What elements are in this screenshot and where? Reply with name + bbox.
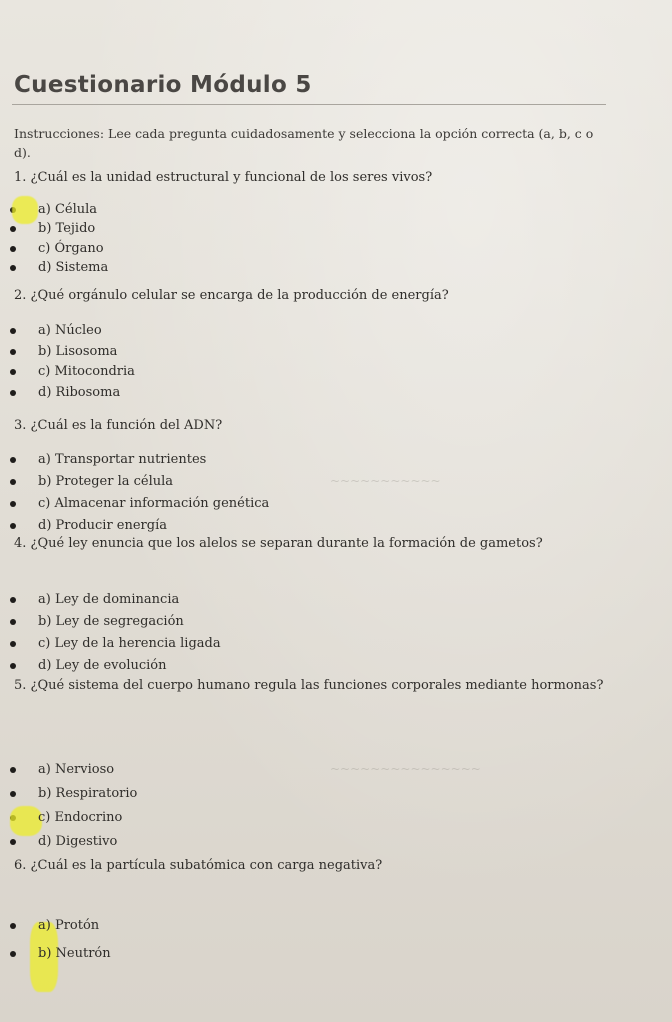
bullet-icon — [10, 641, 16, 647]
bleed-through-text: ~~~~~~~~~~~ — [330, 474, 441, 488]
bullet-icon — [10, 265, 16, 271]
bullet-icon — [10, 328, 16, 334]
document-title: Cuestionario Módulo 5 — [14, 72, 312, 98]
question-1: 1. ¿Cuál es la unidad estructural y funcional de los seres vivos? — [14, 170, 433, 185]
option-5d[interactable] — [10, 834, 117, 849]
option-label: c) Mitocondria — [38, 364, 135, 379]
bullet-icon — [10, 663, 16, 669]
bullet-icon — [10, 951, 16, 957]
option-label: b) Lisosoma — [38, 344, 118, 359]
option-2d[interactable] — [10, 385, 120, 400]
option-label: d) Digestivo — [38, 834, 118, 849]
option-3d[interactable] — [10, 518, 167, 533]
option-4b[interactable] — [10, 614, 184, 629]
bullet-icon — [10, 479, 16, 485]
bullet-icon — [10, 246, 16, 252]
option-2a[interactable] — [10, 323, 102, 338]
option-5a[interactable] — [10, 762, 114, 777]
option-2b[interactable] — [10, 344, 117, 359]
option-label: a) Núcleo — [38, 323, 102, 338]
option-3a[interactable] — [10, 452, 206, 467]
bleed-through-text: ~~~~~~~~~~~~~~~ — [330, 762, 481, 776]
option-label: d) Ley de evolución — [38, 658, 167, 673]
option-label: b) Proteger la célula — [38, 474, 174, 489]
bullet-icon — [10, 226, 16, 232]
bullet-icon — [10, 369, 16, 375]
option-1d[interactable] — [10, 260, 108, 275]
bullet-icon — [10, 349, 16, 355]
option-label: a) Protón — [38, 918, 100, 933]
option-4a[interactable] — [10, 592, 179, 607]
option-4c[interactable] — [10, 636, 221, 651]
question-6: 6. ¿Cuál es la partícula subatómica con carga negativa? — [14, 858, 383, 873]
question-4: 4. ¿Qué ley enuncia que los alelos se separan durante la formación de gametos? — [14, 536, 543, 551]
option-label: b) Neutrón — [38, 946, 111, 961]
option-label: a) Nervioso — [38, 762, 115, 777]
option-6a[interactable] — [10, 918, 99, 933]
option-label: c) Órgano — [38, 241, 104, 256]
instructions-text: Instrucciones: Lee cada pregunta cuidadosamente y selecciona la opción correcta (a, b, c o d). — [14, 126, 594, 160]
option-label: c) Ley de la herencia ligada — [38, 636, 221, 651]
title-divider — [12, 104, 606, 105]
highlight-mark — [12, 196, 38, 224]
bullet-icon — [10, 390, 16, 396]
option-label: c) Almacenar información genética — [38, 496, 270, 511]
option-label: b) Ley de segregación — [38, 614, 184, 629]
option-label: d) Ribosoma — [38, 385, 121, 400]
option-6b[interactable] — [10, 946, 111, 961]
bullet-icon — [10, 523, 16, 529]
option-label: b) Tejido — [38, 221, 96, 236]
option-3c[interactable] — [10, 496, 269, 511]
question-3: 3. ¿Cuál es la función del ADN? — [14, 418, 223, 433]
option-label: a) Ley de dominancia — [38, 592, 180, 607]
option-5b[interactable] — [10, 786, 137, 801]
option-label: b) Respiratorio — [38, 786, 138, 801]
question-2: 2. ¿Qué orgánulo celular se encarga de la producción de energía? — [14, 288, 449, 303]
option-label: a) Transportar nutrientes — [38, 452, 207, 467]
bullet-icon — [10, 619, 16, 625]
option-label: a) Célula — [38, 202, 98, 217]
bullet-icon — [10, 923, 16, 929]
question-5: 5. ¿Qué sistema del cuerpo humano regula las funciones corporales mediante hormonas? — [14, 678, 604, 693]
bullet-icon — [10, 767, 16, 773]
bullet-icon — [10, 457, 16, 463]
bullet-icon — [10, 791, 16, 797]
option-2c[interactable] — [10, 364, 135, 379]
option-label: d) Sistema — [38, 260, 109, 275]
option-3b[interactable] — [10, 474, 173, 489]
option-1c[interactable] — [10, 241, 104, 256]
option-4d[interactable] — [10, 658, 167, 673]
bullet-icon — [10, 501, 16, 507]
bullet-icon — [10, 597, 16, 603]
bullet-icon — [10, 839, 16, 845]
option-label: d) Producir energía — [38, 518, 167, 533]
option-label: c) Endocrino — [38, 810, 123, 825]
